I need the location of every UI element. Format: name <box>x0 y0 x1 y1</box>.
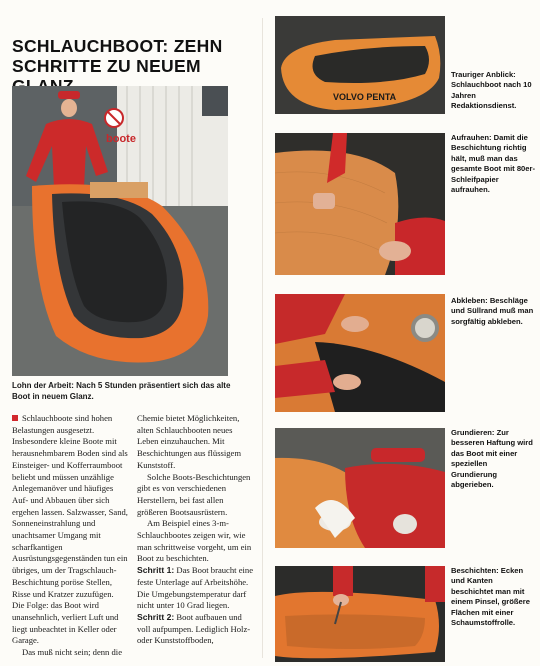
hero-caption: Lohn der Arbeit: Nach 5 Stunden präsentiert sich das alte Boot in neuem Glanz. <box>12 381 231 401</box>
step-photo-5 <box>275 566 445 662</box>
step-2-text: Boot aufbauen und voll aufpumpen. Lediglich Holz- oder Kunststoffboden, <box>137 611 251 646</box>
step-2-paragraph <box>137 612 255 647</box>
step-caption-5: Beschichten: Ecken und Kanten beschichtet man mit einem Pinsel, größere Flächen mit einer Schaumstoffrolle. <box>451 566 530 628</box>
title-line-1: SCHLAUCHBOOT: ZEHN <box>12 36 223 56</box>
step-2-label: Schritt 2: <box>137 611 175 622</box>
step-2-illustration <box>275 133 445 275</box>
step-photo-3 <box>275 294 445 412</box>
body-column-1 <box>12 413 128 659</box>
step-1-paragraph <box>137 565 255 612</box>
body-paragraph-1 <box>12 413 128 647</box>
step-5-illustration <box>275 566 445 662</box>
hero-logo-text: boote <box>106 133 136 145</box>
body-text-1: Schlauchboote sind hohen Belastungen ausgesetzt. Insbesondere kleine Boote mit herausnehmbarem Boden sind als Einsteiger- und Kofferraumboot beliebt und müssen unzählige Anlegemanöver und häufiges Auf- und Abbauen über sich ergehen lassen. Salzwasser, Sand, Sonneneinstrahlung und unachtsamer Umgang mit scharfkantigen Ausrüstungsgegenständen tun ein übriges, um der Tragschlauch-Beschichtung poröse Stellen, Risse und Kratzer zuzufügen. Die Folge: das Boot wird unansehnlich, verliert Luft und liegt unbeachtet in Keller oder Garage. <box>12 413 128 646</box>
body-paragraph-2: Das muß nicht sein; denn die <box>22 647 123 658</box>
step-photo-4 <box>275 428 445 548</box>
boat-brand-text: VOLVO PENTA <box>333 92 397 102</box>
step-1-text: Das Boot braucht eine feste Unterlage auf Arbeitshöhe. Die Umgebungstemperatur darf nicht unter 10 Grad liegen. <box>137 565 254 611</box>
title-line-2: SCHRITTE ZU NEUEM <box>12 56 201 76</box>
step-caption-4: Grundieren: Zur besseren Haftung wird das Boot mit einer speziellen Grundierung abgerieben. <box>451 428 533 490</box>
body-column-2 <box>137 413 255 647</box>
body-paragraph-4: Solche Boots-Beschichtungen gibt es von verschiedenen Herstellern, bei fast allen größeren Bootsausrüstern. <box>137 471 251 517</box>
step-caption-2: Aufrauhen: Damit die Beschichtung richtig hält, muß man das gesamte Boot mit 80er-Schleifpapier aufrauhen. <box>451 133 535 195</box>
body-paragraph-5: Am Beispiel eines 3-m-Schlauchbootes zeigen wir, wie man schrittweise vorgeht, um ein Boot zu beschichten. <box>137 518 252 564</box>
step-photo-1 <box>275 16 445 114</box>
step-4-illustration <box>275 428 445 548</box>
red-bullet-icon <box>12 415 18 421</box>
body-paragraph-3: Chemie bietet Möglichkeiten, alten Schlauchbooten neues Leben einzuhauchen. Mit Beschichtungen aus flüssigem Kunststoff. <box>137 413 242 470</box>
step-caption-1: Trauriger Anblick: Schlauchboot nach 10 Jahren Redaktionsdienst. <box>451 70 532 111</box>
column-divider <box>262 18 263 658</box>
step-caption-3: Abkleben: Beschläge und Süllrand muß man sorgfältig abkleben. <box>451 296 534 326</box>
step-1-label: Schritt 1: <box>137 565 175 576</box>
step-3-illustration <box>275 294 445 412</box>
hero-illustration <box>12 86 228 376</box>
step-photo-2 <box>275 133 445 275</box>
hero-photo <box>12 86 228 376</box>
step-1-illustration <box>275 16 445 114</box>
